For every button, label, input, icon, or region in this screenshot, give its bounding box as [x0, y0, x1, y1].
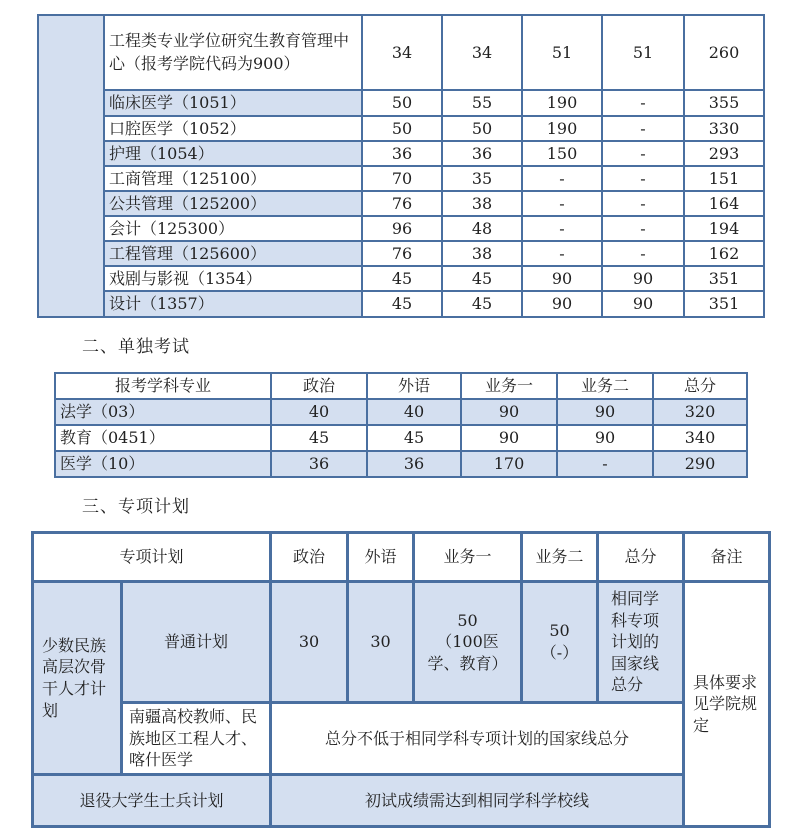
- subject-1-cell: 90: [461, 399, 557, 425]
- subject-1-cell: 150: [522, 141, 602, 166]
- foreign-language-cell: 45: [442, 266, 522, 291]
- table-1-row: [38, 116, 764, 141]
- regular-subject-1: [414, 582, 522, 703]
- politics-cell: 45: [362, 266, 442, 291]
- major-cell: 医学（10）: [55, 451, 271, 477]
- subject-1-cell: -: [522, 191, 602, 216]
- category-cell: [38, 15, 104, 317]
- header-politics: 政治: [271, 373, 367, 399]
- foreign-language-cell: 50: [442, 116, 522, 141]
- subject-1-cell: -: [522, 216, 602, 241]
- subject-2-cell: 90: [557, 425, 653, 451]
- regular-subject-2-note: （-）: [540, 643, 579, 662]
- major-cell: 教育（0451）: [55, 425, 271, 451]
- total-cell: 162: [684, 241, 764, 266]
- subject-2-cell: -: [602, 116, 684, 141]
- header-foreign-language: 外语: [367, 373, 461, 399]
- regular-total: 相同学科专项计划的国家线总分: [598, 582, 684, 703]
- score-table-2: [54, 372, 748, 478]
- header-subject-1: 业务一: [414, 533, 522, 582]
- subject-2-cell: -: [602, 191, 684, 216]
- foreign-language-cell: 45: [442, 291, 522, 317]
- header-total: 总分: [598, 533, 684, 582]
- table-1-row: [38, 166, 764, 191]
- south-plan-note: 总分不低于相同学科专项计划的国家线总分: [271, 703, 684, 775]
- major-cell: 口腔医学（1052）: [104, 116, 362, 141]
- table-1-row: [38, 266, 764, 291]
- subject-2-cell: 90: [557, 399, 653, 425]
- subject-2-cell: -: [602, 166, 684, 191]
- subject-1-cell: 190: [522, 116, 602, 141]
- table-1-row: [38, 216, 764, 241]
- remark-cell: 具体要求见学院规定: [684, 582, 770, 827]
- regular-plan-label: 普通计划: [122, 582, 271, 703]
- regular-foreign-language: 30: [348, 582, 414, 703]
- major-cell: 设计（1357）: [104, 291, 362, 317]
- section-heading-3: 三、专项计划: [82, 497, 190, 517]
- regular-subject-2: [522, 582, 598, 703]
- politics-cell: 40: [271, 399, 367, 425]
- table-3-row-veteran: [33, 775, 770, 827]
- veteran-plan-label: 退役大学生士兵计划: [33, 775, 271, 827]
- major-cell: 法学（03）: [55, 399, 271, 425]
- major-cell: 公共管理（125200）: [104, 191, 362, 216]
- major-cell: 会计（125300）: [104, 216, 362, 241]
- foreign-language-cell: 38: [442, 241, 522, 266]
- score-table-3: [31, 531, 771, 828]
- politics-cell: 96: [362, 216, 442, 241]
- total-cell: 260: [684, 15, 764, 90]
- section-heading-2: 二、单独考试: [82, 337, 190, 357]
- table-3-row-south: [33, 703, 770, 775]
- header-subject-2: 业务二: [557, 373, 653, 399]
- foreign-language-cell: 45: [367, 425, 461, 451]
- major-cell: 工商管理（125100）: [104, 166, 362, 191]
- table-1-row: [38, 141, 764, 166]
- foreign-language-cell: 48: [442, 216, 522, 241]
- subject-2-cell: -: [557, 451, 653, 477]
- table-1-row: [38, 291, 764, 317]
- total-cell: 320: [653, 399, 747, 425]
- score-table-2-body: [55, 399, 747, 477]
- total-cell: 351: [684, 291, 764, 317]
- header-foreign-language: 外语: [348, 533, 414, 582]
- total-cell: 330: [684, 116, 764, 141]
- table-2-row: [55, 425, 747, 451]
- foreign-language-cell: 34: [442, 15, 522, 90]
- politics-cell: 76: [362, 191, 442, 216]
- major-cell: 临床医学（1051）: [104, 90, 362, 116]
- total-cell: 164: [684, 191, 764, 216]
- score-table-1: [37, 14, 765, 318]
- total-cell: 351: [684, 266, 764, 291]
- politics-cell: 34: [362, 15, 442, 90]
- subject-2-cell: 51: [602, 15, 684, 90]
- foreign-language-cell: 36: [442, 141, 522, 166]
- major-cell: 工程管理（125600）: [104, 241, 362, 266]
- total-cell: 151: [684, 166, 764, 191]
- major-cell: 戏剧与影视（1354）: [104, 266, 362, 291]
- table-1-row: [38, 15, 764, 90]
- table-1-row: [38, 241, 764, 266]
- subject-1-cell: 51: [522, 15, 602, 90]
- table-3-header-row: [33, 533, 770, 582]
- foreign-language-cell: 35: [442, 166, 522, 191]
- veteran-plan-note: 初试成绩需达到相同学科学校线: [271, 775, 684, 827]
- total-cell: 290: [653, 451, 747, 477]
- subject-2-cell: -: [602, 141, 684, 166]
- table-1-row: [38, 90, 764, 116]
- subject-1-cell: 90: [461, 425, 557, 451]
- politics-cell: 36: [271, 451, 367, 477]
- header-special-plan: 专项计划: [33, 533, 271, 582]
- regular-subject-1-note: （100医学、教育）: [427, 632, 508, 673]
- header-major: 报考学科专业: [55, 373, 271, 399]
- total-cell: 355: [684, 90, 764, 116]
- table-2-row: [55, 399, 747, 425]
- south-plan-label: 南疆高校教师、民族地区工程人才、喀什医学: [122, 703, 271, 775]
- politics-cell: 50: [362, 90, 442, 116]
- major-cell: 护理（1054）: [104, 141, 362, 166]
- politics-cell: 50: [362, 116, 442, 141]
- subject-2-cell: 90: [602, 266, 684, 291]
- subject-2-cell: -: [602, 90, 684, 116]
- table-3-row-regular: [33, 582, 770, 703]
- subject-1-cell: -: [522, 241, 602, 266]
- politics-cell: 70: [362, 166, 442, 191]
- total-cell: 340: [653, 425, 747, 451]
- score-table-1-body: [38, 15, 764, 317]
- subject-1-cell: 90: [522, 266, 602, 291]
- regular-politics: 30: [271, 582, 348, 703]
- header-subject-1: 业务一: [461, 373, 557, 399]
- total-cell: 293: [684, 141, 764, 166]
- header-total: 总分: [653, 373, 747, 399]
- major-cell: 工程类专业学位研究生教育管理中心（报考学院代码为900）: [104, 15, 362, 90]
- subject-2-cell: -: [602, 241, 684, 266]
- table-2-header-row: [55, 373, 747, 399]
- subject-2-cell: 90: [602, 291, 684, 317]
- foreign-language-cell: 38: [442, 191, 522, 216]
- table-2-row: [55, 451, 747, 477]
- politics-cell: 45: [271, 425, 367, 451]
- regular-subject-2-score: 50: [549, 621, 570, 641]
- subject-1-cell: 90: [522, 291, 602, 317]
- header-remark: 备注: [684, 533, 770, 582]
- foreign-language-cell: 55: [442, 90, 522, 116]
- foreign-language-cell: 36: [367, 451, 461, 477]
- politics-cell: 45: [362, 291, 442, 317]
- subject-1-cell: 170: [461, 451, 557, 477]
- total-cell: 194: [684, 216, 764, 241]
- header-politics: 政治: [271, 533, 348, 582]
- politics-cell: 76: [362, 241, 442, 266]
- subject-1-cell: -: [522, 166, 602, 191]
- politics-cell: 36: [362, 141, 442, 166]
- table-1-row: [38, 191, 764, 216]
- header-subject-2: 业务二: [522, 533, 598, 582]
- subject-2-cell: -: [602, 216, 684, 241]
- minority-plan-label: 少数民族高层次骨干人才计划: [33, 582, 122, 775]
- subject-1-cell: 190: [522, 90, 602, 116]
- regular-subject-1-score: 50: [457, 610, 478, 630]
- foreign-language-cell: 40: [367, 399, 461, 425]
